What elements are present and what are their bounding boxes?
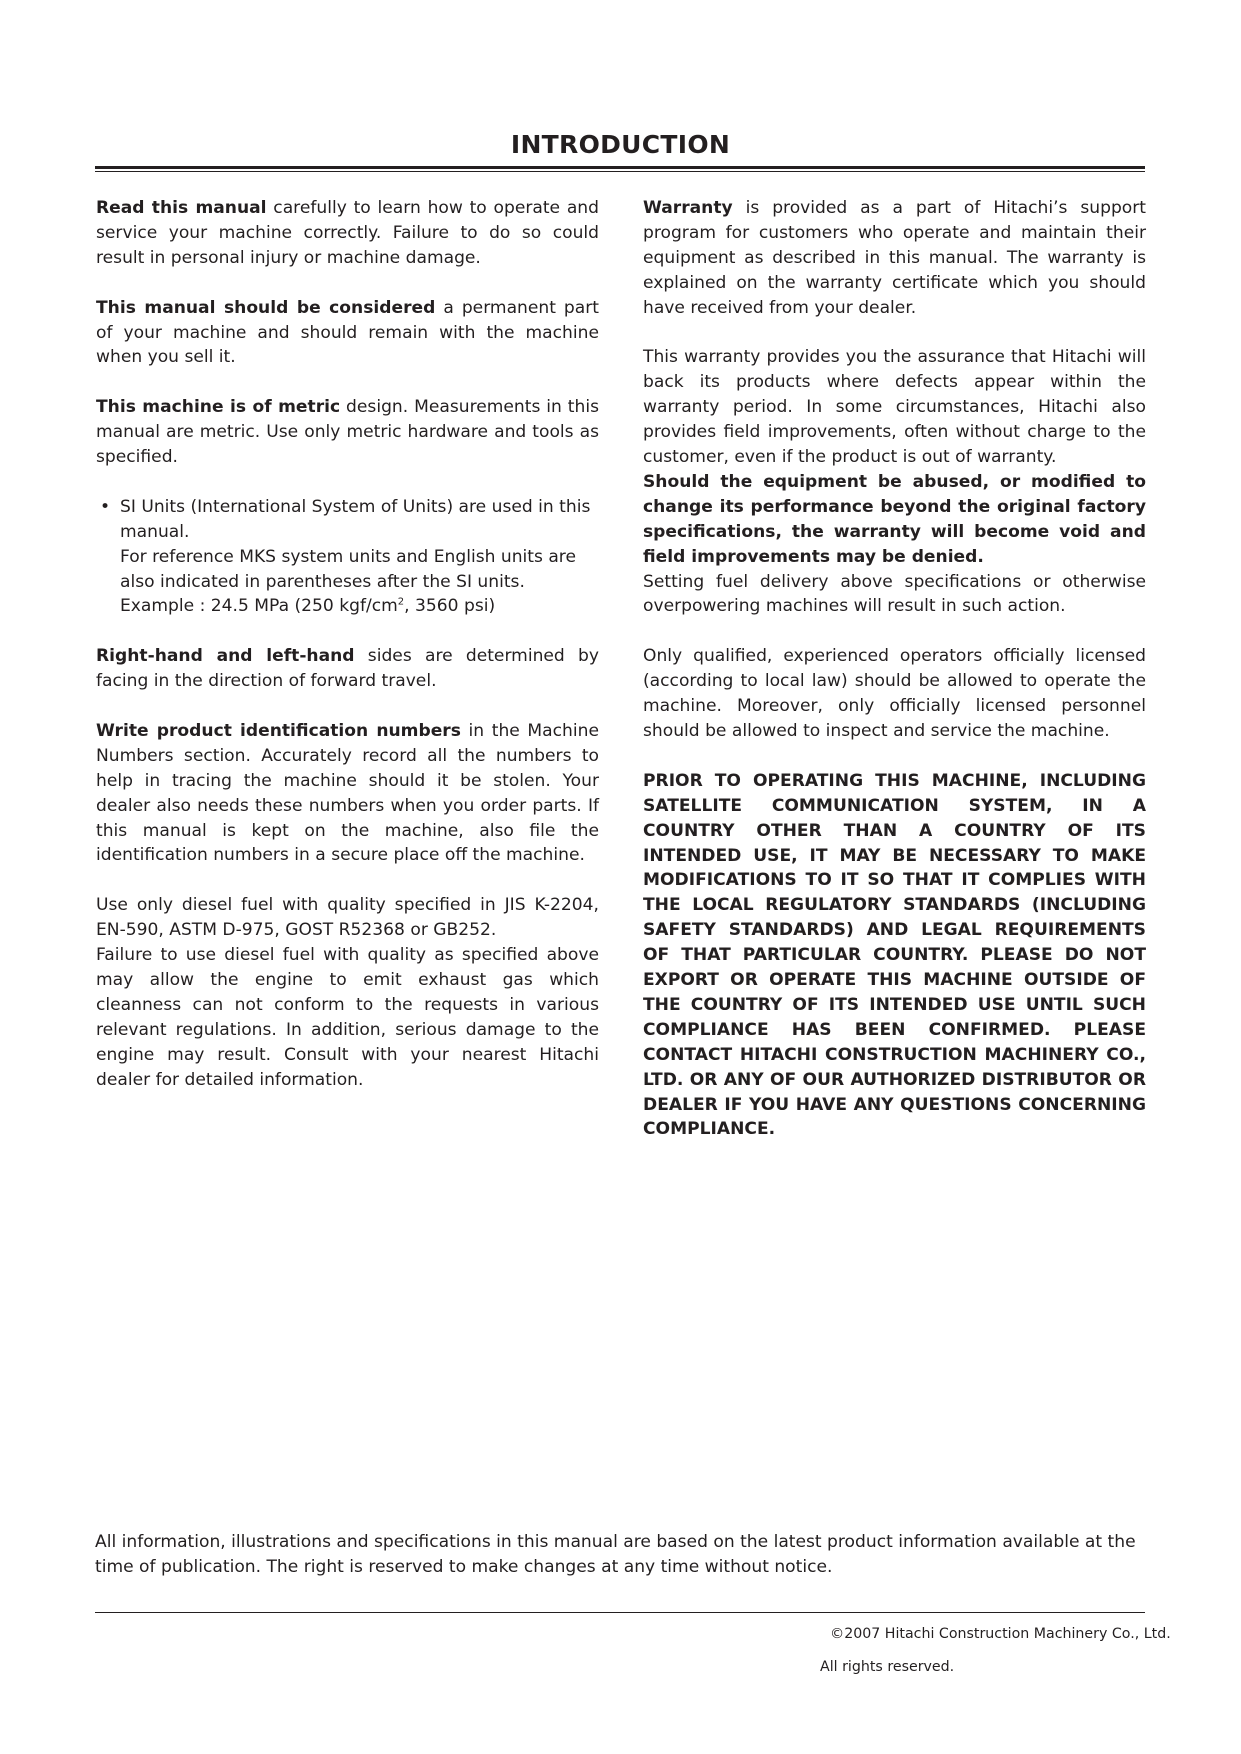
copyright-text: ©2007 Hitachi Construction Machinery Co., Ltd.: [830, 1626, 1171, 1642]
si-units-bullet: [96, 495, 599, 620]
fuel-delivery-paragraph: Setting fuel delivery above specifications or otherwise overpowering machines will result in such action.: [643, 571, 1146, 617]
left-column: [96, 196, 599, 1117]
compliance-notice: PRIOR TO OPERATING THIS MACHINE, INCLUDING SATELLITE COMMUNICATION SYSTEM, IN A COUNTRY OTHER THAN A COUNTRY OF ITS INTENDED USE, IT MAY BE NECESSARY TO MAKE MODIFICATIONS TO IT SO THAT IT COMPLIES WITH THE LOCAL REGULATORY STANDARDS (INCLUDING SAFETY STANDARDS) AND LEGAL REQUIREMENTS OF THAT PARTICULAR COUNTRY. PLEASE DO NOT EXPORT OR OPERATE THIS MACHINE OUTSIDE OF THE COUNTRY OF ITS INTENDED USE UNTIL SUCH COMPLIANCE HAS BEEN CONFIRMED. PLEASE CONTACT HITACHI CONSTRUCTION MACHINERY CO., LTD. OR ANY OF OUR AUTHORIZED DISTRIBUTOR OR DEALER IF YOU HAVE ANY QUESTIONS CONCERNING COMPLIANCE.: [643, 770, 1146, 1140]
example-text: Example : 24.5 MPa (250 kgf/cm: [120, 596, 398, 617]
paragraph-lead: Write product identification numbers: [96, 720, 461, 741]
right-left-hand-paragraph: [96, 644, 599, 694]
diesel-fuel-paragraph: Use only diesel fuel with quality specified in JIS K-2204, EN-590, ASTM D-975, GOST R52368 or GB252.: [96, 895, 599, 941]
paragraph-lead: Right-hand and left-hand: [96, 646, 355, 667]
paragraph-lead: Read this manual: [96, 198, 267, 218]
paragraph-body: is provided as a part of Hitachi’s support program for customers who operate and maintain their equipment as described in this manual. The warranty is explained on the warranty certificate which you should have received from your dealer.: [643, 198, 1146, 318]
page-title: INTRODUCTION: [510, 130, 731, 159]
bullet-line: For reference MKS system units and English units are also indicated in parentheses after the SI units.: [120, 546, 576, 592]
paragraph-lead: Warranty: [643, 198, 733, 218]
rights-reserved-text: All rights reserved.: [820, 1659, 955, 1675]
title-rule-thick: [95, 166, 1145, 169]
paragraph-body: sides are determined by facing in the direction of forward travel.: [96, 646, 599, 692]
metric-design-paragraph: [96, 395, 599, 470]
identification-numbers-paragraph: [96, 719, 599, 868]
permanent-part-paragraph: [96, 296, 599, 371]
paragraph-body: design. Measurements in this manual are metric. Use only metric hardware and tools as specified.: [96, 397, 599, 468]
bullet-line: SI Units (International System of Units) are used in this manual.: [120, 496, 591, 542]
qualified-operators-paragraph: Only qualified, experienced operators officially licensed (according to local law) should be allowed to operate the machine. Moreover, only officially licensed personnel should be allowed to inspect and service the machine.: [643, 646, 1146, 741]
title-rule-thin: [95, 171, 1145, 172]
diesel-fuel-failure-paragraph: Failure to use diesel fuel with quality as specified above may allow the engine to emit exhaust gas which cleanness can not conform to the requests in various relevant regulations. In addition, serious damage to the engine may result. Consult with your nearest Hitachi dealer for detailed information.: [96, 945, 599, 1090]
paragraph-lead: This manual should be considered: [96, 297, 436, 318]
superscript: 2: [397, 596, 405, 608]
warranty-paragraph: [643, 196, 1146, 321]
warranty-void-paragraph: Should the equipment be abused, or modified to change its performance beyond the original factory specifications, the warranty will become void and field improvements may be denied.: [643, 471, 1146, 567]
paragraph-lead: This machine is of metric: [96, 397, 341, 418]
warranty-assurance-paragraph: This warranty provides you the assurance that Hitachi will back its products where defects appear within the warranty period. In some circumstances, Hitachi also provides field improvements, often without charge to the customer, even if the product is out of warranty.: [643, 347, 1146, 468]
bullet-example: [120, 594, 599, 619]
footer-rule: [95, 1612, 1145, 1613]
bullet-marker: •: [100, 496, 111, 517]
paragraph-body: in the Machine Numbers section. Accurately record all the numbers to help in tracing the machine should it be stolen. Your dealer also needs these numbers when you order parts. If this manual is kept on the machine, also file the identification numbers in a secure place off the machine.: [96, 720, 599, 866]
paragraph-body: a permanent part of your machine and should remain with the machine when you sell it.: [96, 297, 599, 368]
paragraph-body: carefully to learn how to operate and service your machine correctly. Failure to do so could result in personal injury or machine damage.: [96, 198, 599, 268]
footer-disclaimer: All information, illustrations and specifications in this manual are based on the latest product information available at the time of publication. The right is reserved to make changes at any time without notice.: [95, 1532, 1136, 1577]
example-text: , 3560 psi): [404, 596, 496, 617]
read-manual-paragraph: [96, 196, 599, 271]
right-column: [643, 196, 1146, 1167]
